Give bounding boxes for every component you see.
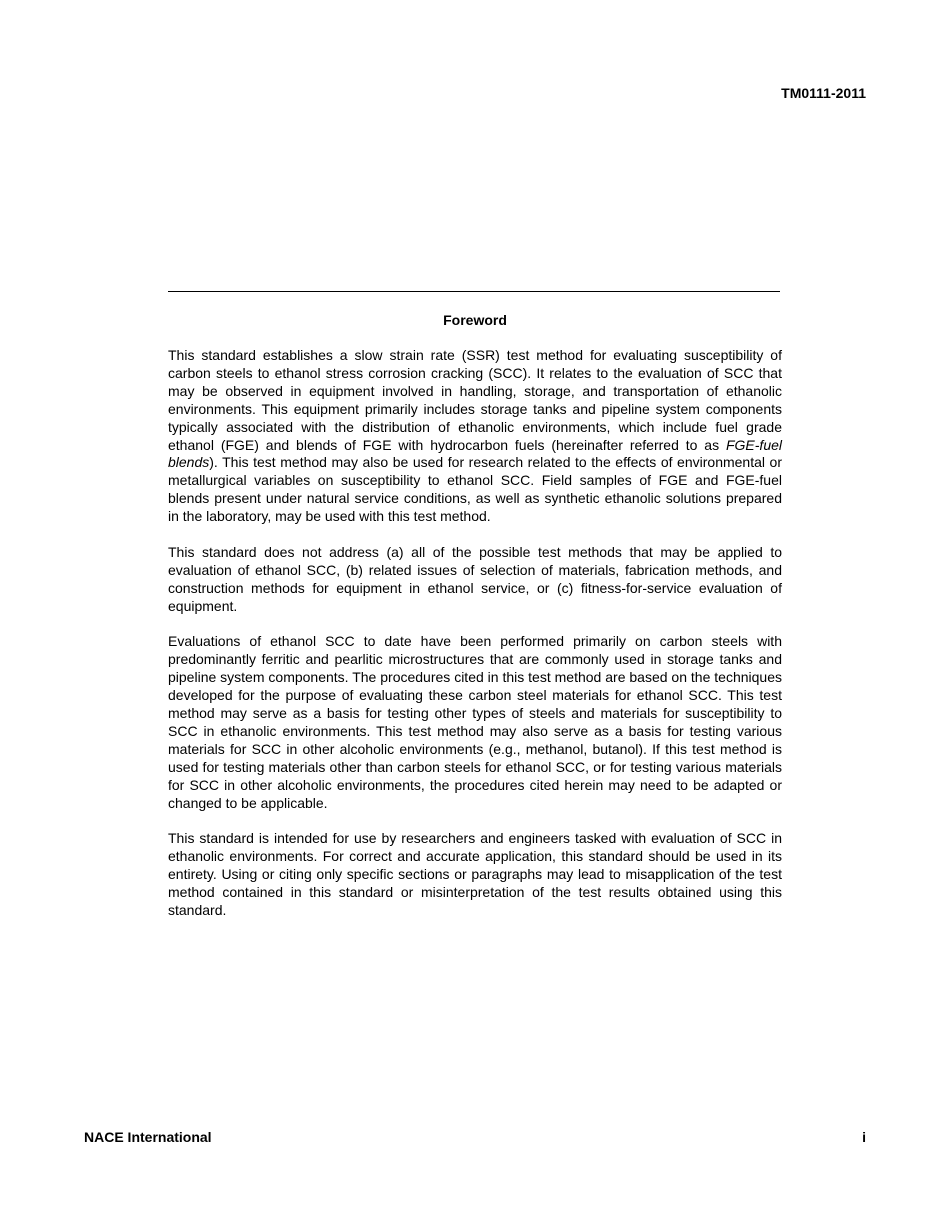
footer-page-number: i (862, 1129, 866, 1145)
foreword-paragraph-4: This standard is intended for use by researchers and engineers tasked with evaluation of SCC in ethanolic environments. For correct and accurate application, this standard should be used in its entirety. Using or citing only specific sections or paragraphs may lead to misapplication of the test method contained in this standard or misinterpretation of the test results obtained using this standard. (168, 830, 782, 919)
paragraph-1-text-end: ). This test method may also be used for research related to the effects of environmental or metallurgical variables on susceptibility to ethanol SCC. Field samples of FGE and FGE-fuel blends present under natural service conditions, as well as synthetic ethanolic solutions prepared in the laboratory, may be used with this test method. (168, 454, 782, 525)
italic-term: FGE-fuel blends (168, 436, 782, 471)
foreword-paragraph-3: Evaluations of ethanol SCC to date have been performed primarily on carbon steels with predominantly ferritic and pearlitic microstructures that are commonly used in storage tanks and pipeline system components. The procedures cited in this test method are based on the techniques developed for the purpose of evaluating these carbon steel materials for ethanol SCC. This test method may serve as a basis for testing other types of steels and materials for susceptibility to SCC in ethanolic environments. This test method may also serve as a basis for testing various materials for SCC in other alcoholic environments (e.g., methanol, butanol). If this test method is used for testing materials other than carbon steels for ethanol SCC, or for testing various materials for SCC in other alcoholic environments, the procedures cited herein may need to be adapted or changed to be applicable. (168, 633, 782, 811)
foreword-paragraph-1 (168, 347, 782, 526)
document-id: TM0111-2011 (781, 85, 866, 101)
paragraph-1-text-start: This standard establishes a slow strain rate (SSR) test method for evaluating susceptibility of carbon steels to ethanol stress corrosion cracking (SCC). It relates to the evaluation of SCC that may be observed in equipment involved in handling, storage, and transportation of ethanolic environments. This equipment primarily includes storage tanks and pipeline system components typically associated with the distribution of ethanolic environments, which include fuel grade ethanol (FGE) and blends of FGE with hydrocarbon fuels (hereinafter referred to as (168, 347, 782, 453)
footer-publisher: NACE International (84, 1129, 212, 1145)
foreword-body (168, 347, 782, 938)
foreword-paragraph-2: This standard does not address (a) all of the possible test methods that may be applied to evaluation of ethanol SCC, (b) related issues of selection of materials, fabrication methods, and construction methods for equipment in ethanol service, or (c) fitness-for-service evaluation of equipment. (168, 543, 782, 614)
section-divider (168, 291, 780, 292)
foreword-heading: Foreword (443, 312, 507, 328)
